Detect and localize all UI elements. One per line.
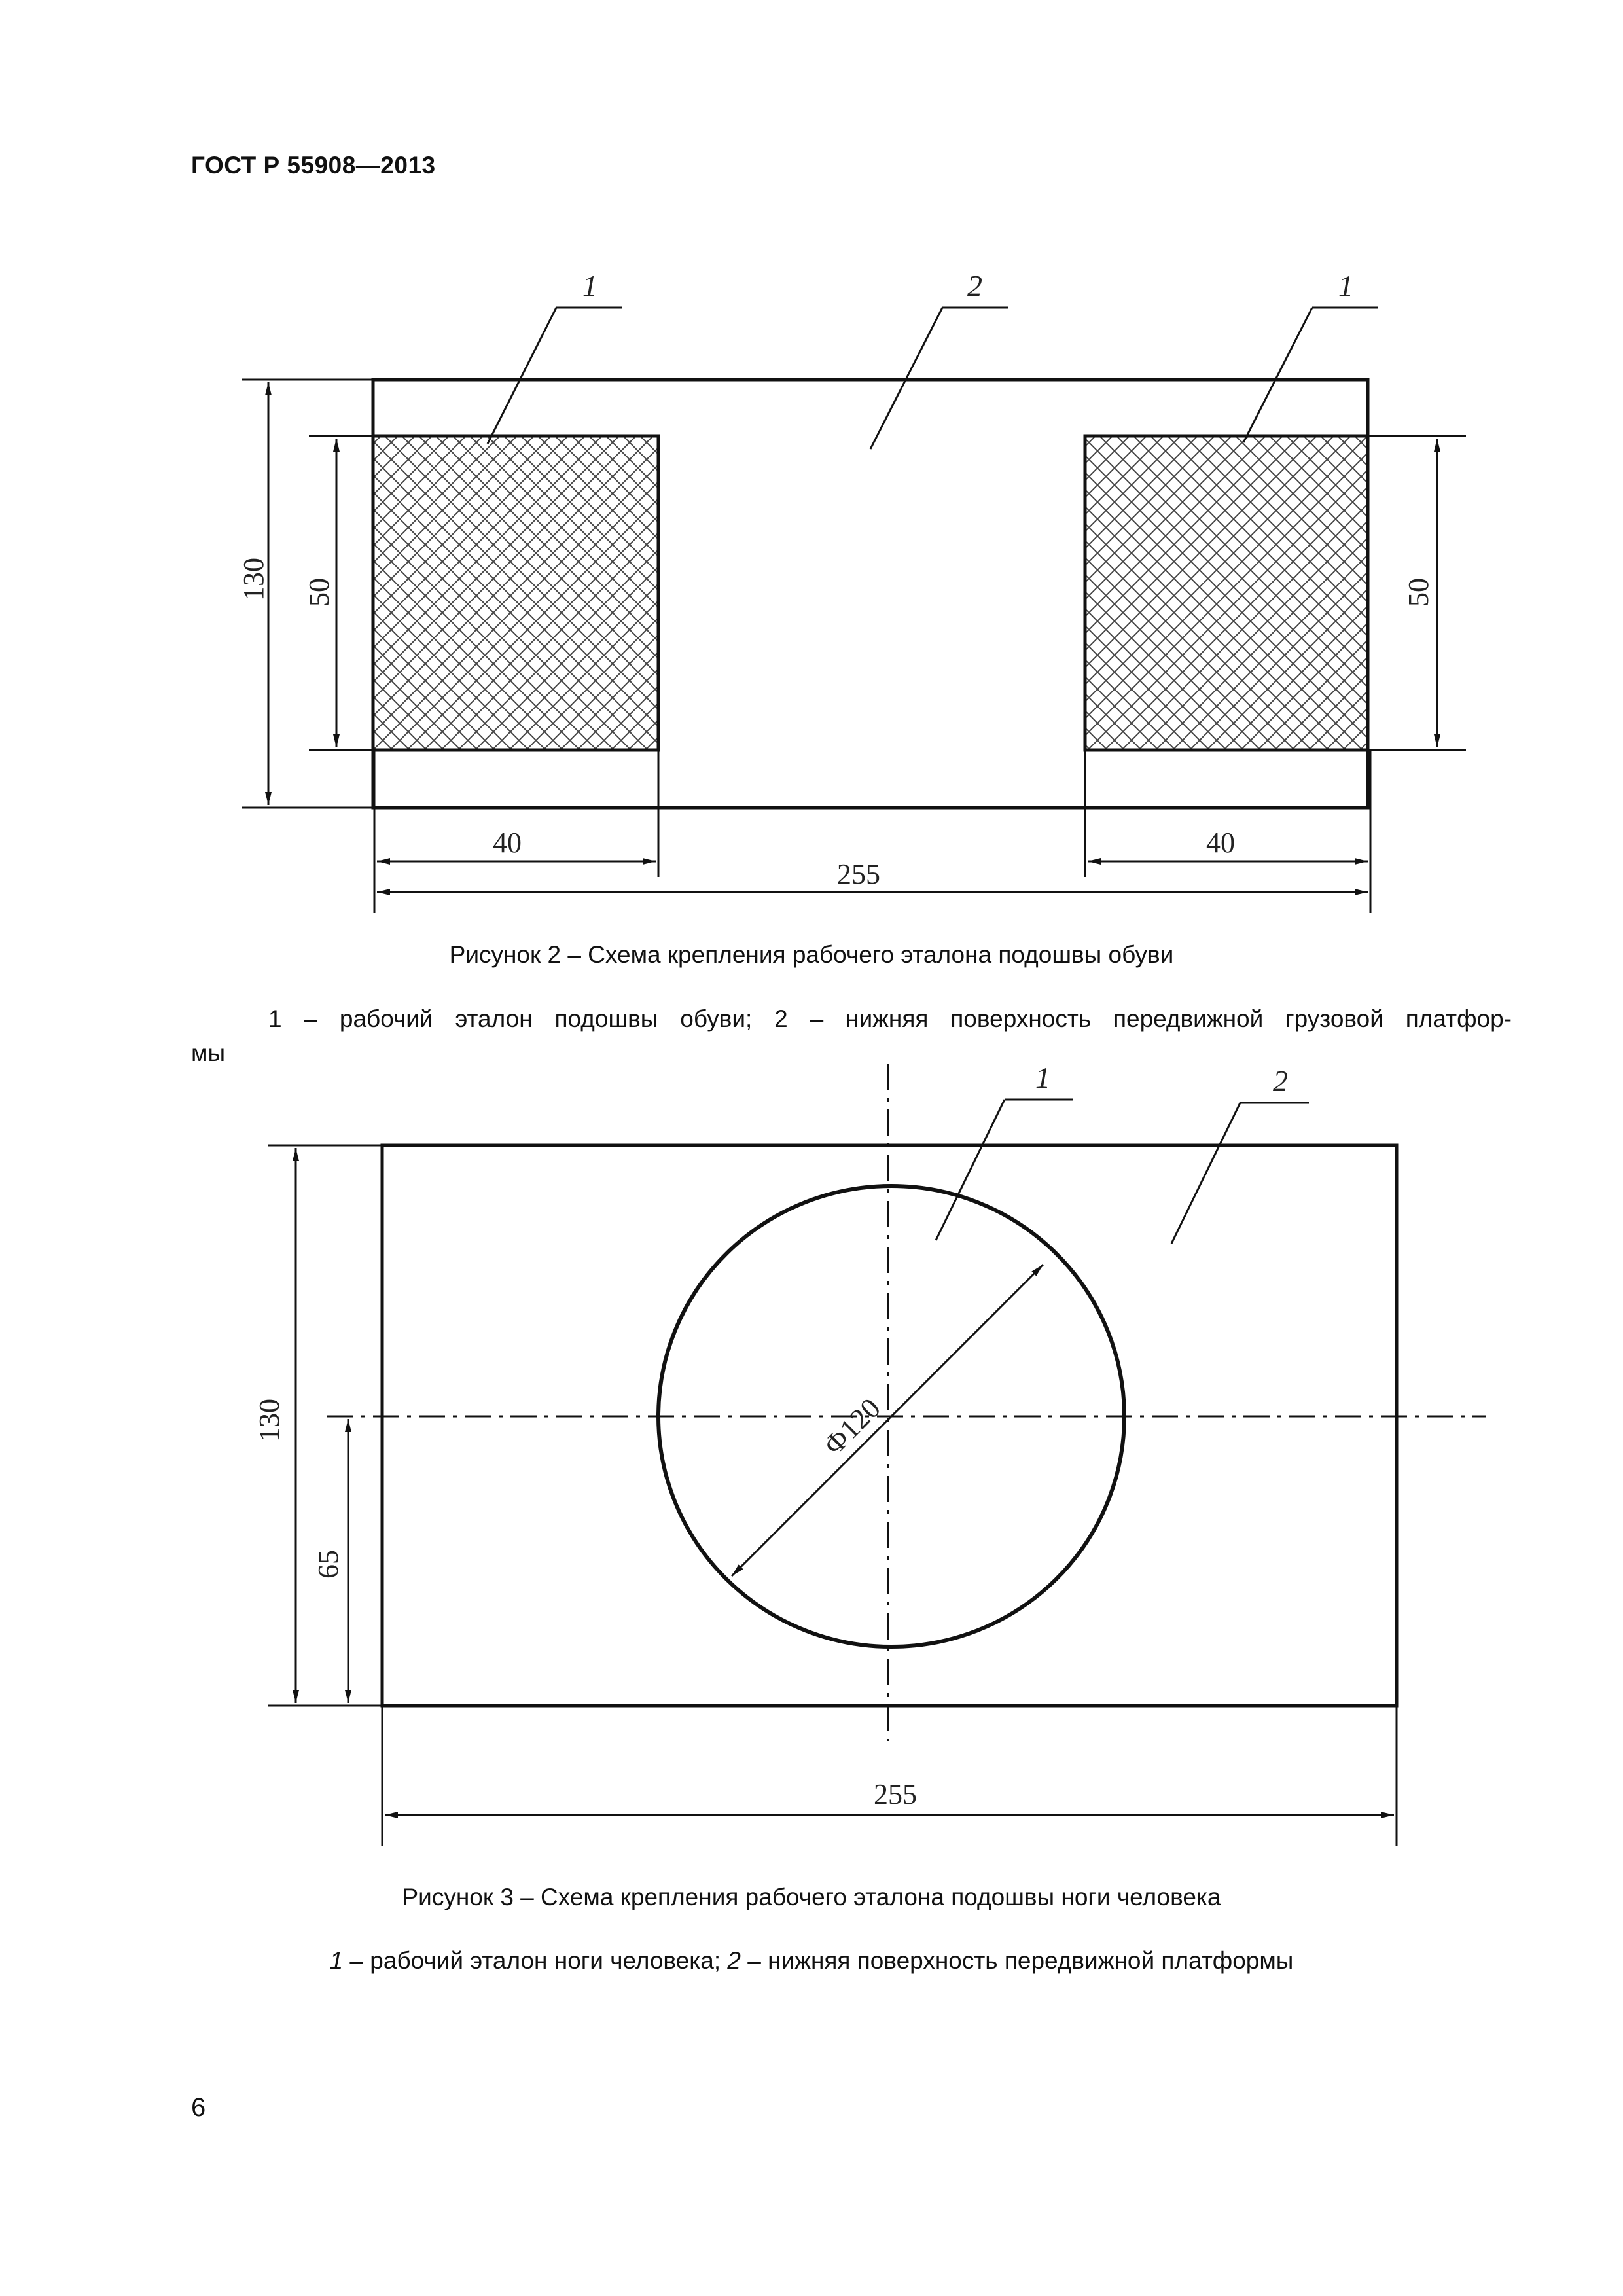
- leader-label-circle: 1: [1035, 1061, 1050, 1094]
- leader-label-pad-right: 1: [1338, 269, 1353, 302]
- page-number: 6: [191, 2093, 206, 2122]
- legend-text-2: – нижняя поверхность передвижной платформы: [740, 1947, 1294, 1974]
- dimension-label-130-3: 130: [253, 1399, 285, 1442]
- platform-outline-3: [382, 1145, 1397, 1706]
- dimension-width-3: [382, 1706, 1397, 1846]
- figure-2-legend-wrap: мы: [191, 1039, 226, 1066]
- dimension-label-255-3: 255: [874, 1778, 917, 1810]
- legend-num-2: 2: [727, 1947, 741, 1974]
- dimension-label-65: 65: [312, 1550, 344, 1579]
- dimension-label-255: 255: [837, 858, 880, 890]
- dimension-label-50-left: 50: [303, 578, 335, 607]
- figure-3-legend: [0, 1947, 1623, 1975]
- legend-text-1: – рабочий эталон ноги человека;: [343, 1947, 728, 1974]
- shoe-pad-left: [373, 436, 658, 750]
- shoe-pad-right: [1085, 436, 1368, 750]
- figure-2-caption: Рисунок 2 – Схема крепления рабочего эталона подошвы обуви: [449, 941, 1174, 968]
- leader-lines-3: [936, 1100, 1309, 1244]
- legend-num-1: 1: [329, 1947, 344, 1974]
- leader-label-pad-left: 1: [582, 269, 597, 302]
- figure-3: [253, 1061, 1486, 1846]
- dimension-label-40-right: 40: [1206, 827, 1235, 859]
- leader-label-platform-3: 2: [1273, 1064, 1288, 1098]
- figure-2: [238, 269, 1466, 913]
- dimension-label-40-left: 40: [493, 827, 522, 859]
- dimension-label-50-right: 50: [1402, 578, 1435, 607]
- document-header: ГОСТ Р 55908—2013: [191, 152, 436, 179]
- figure-2-legend: 1 – рабочий эталон подошвы обуви; 2 – нижняя поверхность передвижной грузовой платфор-: [268, 1005, 1512, 1032]
- dimension-label-130: 130: [238, 558, 270, 601]
- leader-label-platform: 2: [967, 269, 982, 302]
- dimension-label-diameter: Ф120: [817, 1391, 887, 1462]
- figure-3-caption: Рисунок 3 – Схема крепления рабочего эталона подошвы ноги человека: [402, 1884, 1221, 1910]
- dimension-height-total-3: [268, 1145, 382, 1706]
